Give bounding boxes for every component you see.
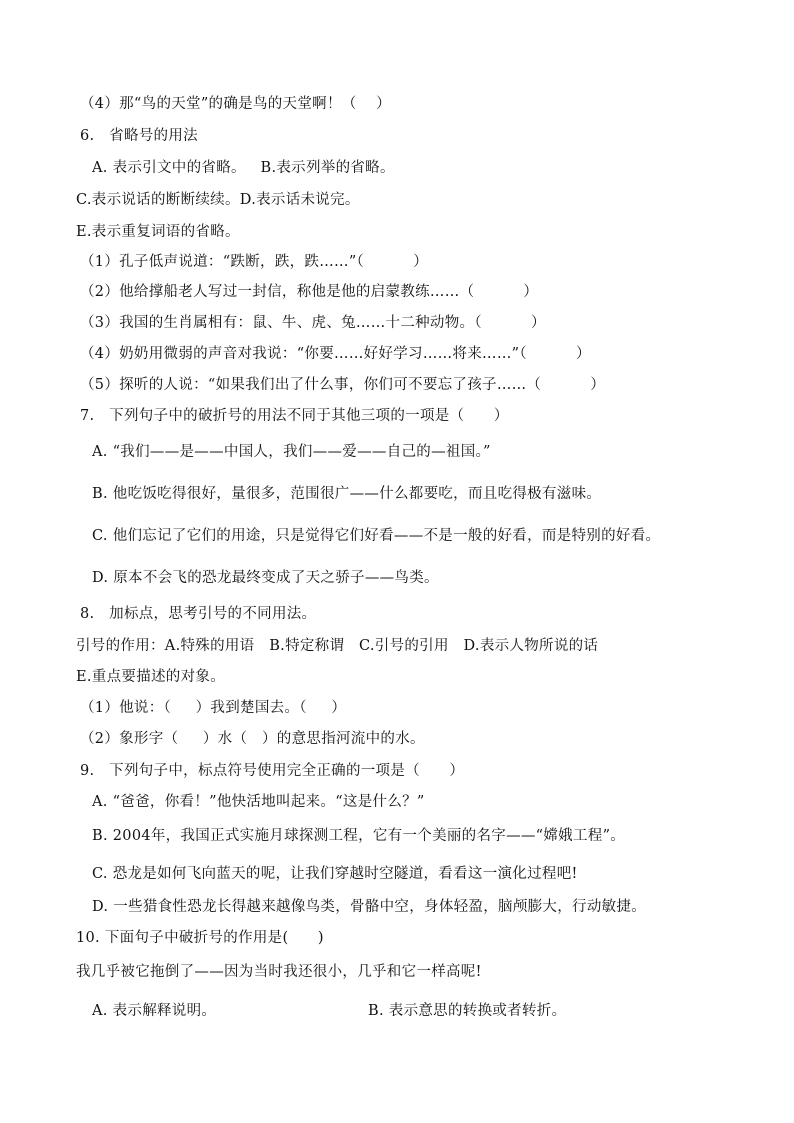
- question-8-heading: 8. 加标点，思考引号的不同用法。: [80, 606, 317, 622]
- question-6-heading: 6. 省略号的用法: [80, 128, 198, 144]
- question-7-heading: 7. 下列句子中的破折号的用法不同于其他三项的一项是（ ）: [80, 408, 509, 424]
- q10-option-a: A. 表示解释说明。: [92, 1003, 217, 1019]
- q10-option-b: B. 表示意思的转换或者转折。: [368, 1003, 567, 1019]
- q8-usage-e: E.重点要描述的对象。: [76, 669, 225, 685]
- q7-option-b: B. 他吃饭吃得很好，量很多，范围很广——什么都要吃，而且吃得极有滋味。: [92, 486, 602, 502]
- q7-option-d: D. 原本不会飞的恐龙最终变成了天之骄子——鸟类。: [92, 570, 439, 586]
- q6-sub-2: （2）他给撑船老人写过一封信，称他是他的启蒙教练……（ ）: [80, 284, 539, 300]
- q8-sub-1: （1）他说：（ ）我到楚国去。（ ）: [80, 700, 347, 716]
- question-9-heading: 9. 下列句子中，标点符号使用完全正确的一项是（ ）: [80, 763, 465, 779]
- q9-option-d: D. 一些猎食性恐龙长得越来越像鸟类，骨骼中空，身体轻盈，脑颅膨大，行动敏捷。: [92, 899, 647, 915]
- item-5-sub-4: （4）那“鸟的天堂”的确是鸟的天堂啊！（ ）: [80, 96, 391, 112]
- question-10-heading: 10. 下面句子中破折号的作用是( ): [76, 930, 324, 946]
- q6-option-c-d: C.表示说话的断断续续。D.表示话未说完。: [76, 192, 360, 208]
- q10-sentence: 我几乎被它拖倒了——因为当时我还很小，几乎和它一样高呢!: [76, 964, 482, 980]
- q7-option-c: C. 他们忘记了它们的用途，只是觉得它们好看——不是一般的好看，而是特别的好看。: [92, 528, 661, 544]
- q6-option-a-b: A. 表示引文中的省略。 B.表示列举的省略。: [92, 160, 395, 176]
- q9-option-a: A. “爸爸，你看！”他快活地叫起来。“这是什么？”: [92, 794, 425, 810]
- q8-sub-2: （2）象形字（ ）水（ ）的意思指河流中的水。: [80, 731, 425, 747]
- q6-sub-1: （1）孔子低声说道：“跌断，跌，跌……”（ ）: [80, 254, 428, 270]
- q6-option-e: E.表示重复词语的省略。: [76, 224, 240, 240]
- q6-sub-4: （4）奶奶用微弱的声音对我说：“你要……好好学习……将来……”（ ）: [80, 346, 591, 362]
- q6-sub-3: （3）我国的生肖属相有：鼠、牛、虎、兔……十二种动物。（ ）: [80, 315, 546, 331]
- q6-sub-5: （5）探听的人说：“如果我们出了什么事，你们可不要忘了孩子……（ ）: [80, 377, 606, 393]
- q9-option-c: C. 恐龙是如何飞向蓝天的呢，让我们穿越时空隧道，看看这一演化过程吧!: [92, 866, 578, 882]
- q8-usage-list: 引号的作用：A.特殊的用语 B.特定称谓 C.引号的引用 D.表示人物所说的话: [76, 638, 599, 654]
- q9-option-b: B. 2004年，我国正式实施月球探测工程，它有一个美丽的名字——“嫦娥工程”。: [92, 828, 626, 844]
- q7-option-a: A. “我们——是——中国人，我们——爱——自己的—祖国。”: [92, 444, 491, 460]
